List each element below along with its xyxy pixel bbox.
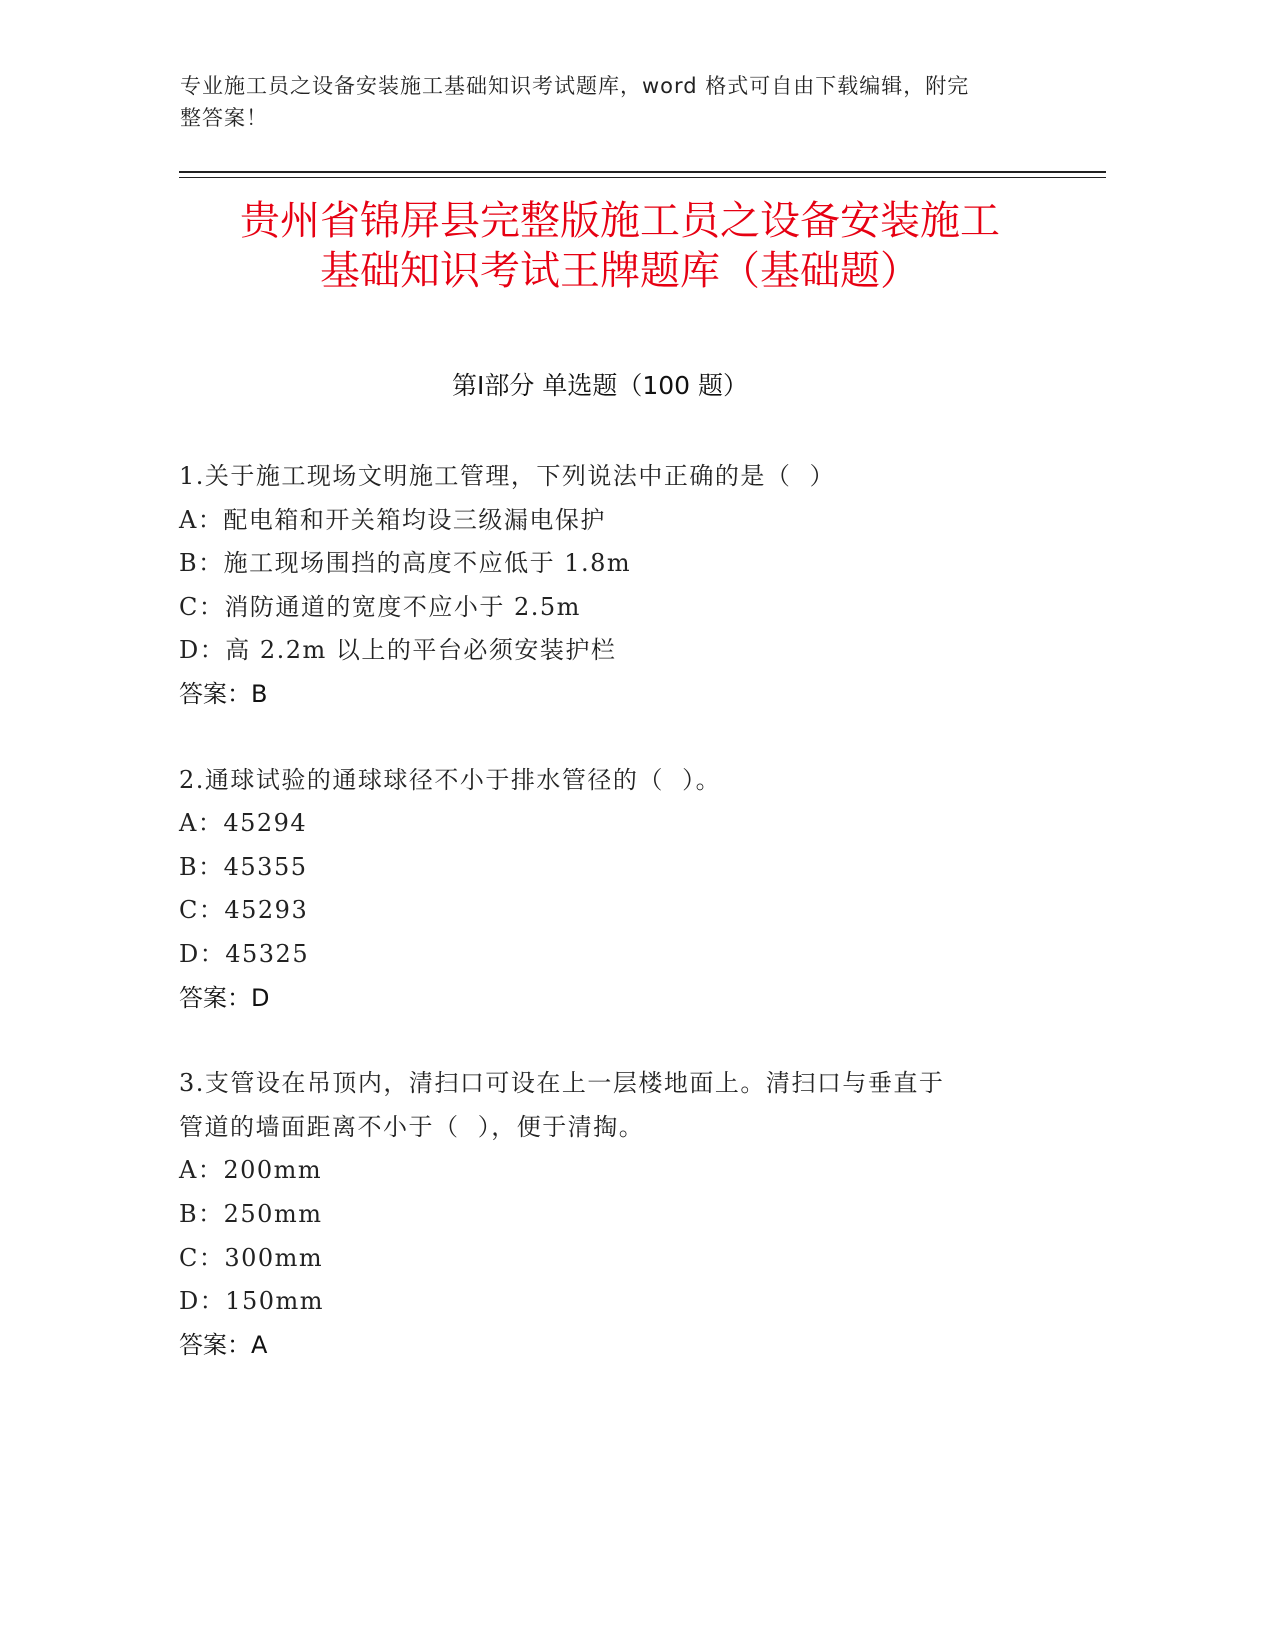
option-b: B：45355 bbox=[179, 852, 308, 881]
option-a: A：配电箱和开关箱均设三级漏电保护 bbox=[179, 505, 606, 534]
option-d: D：高 2.2m 以上的平台必须安装护栏 bbox=[179, 636, 617, 665]
document-title-line-2: 基础知识考试王牌题库（基础题） bbox=[320, 248, 920, 294]
section-title: 第Ⅰ部分 单选题（100 题） bbox=[452, 371, 748, 400]
question-stem: 2.通球试验的通球球径不小于排水管径的（ ）。 bbox=[179, 765, 722, 794]
question-stem-line-2: 管道的墙面距离不小于（ ），便于清掏。 bbox=[179, 1112, 645, 1141]
answer: 答案：B bbox=[179, 679, 268, 708]
question-stem: 1.关于施工现场文明施工管理，下列说法中正确的是（ ） bbox=[179, 462, 836, 490]
option-d: D：45325 bbox=[179, 939, 310, 968]
option-c: C：300mm bbox=[179, 1243, 324, 1272]
answer: 答案：D bbox=[179, 983, 270, 1012]
document-title-line-1: 贵州省锦屏县完整版施工员之设备安装施工 bbox=[240, 198, 1000, 244]
question-2 bbox=[179, 759, 1039, 1021]
option-c: C：45293 bbox=[179, 896, 309, 925]
option-a: A：200mm bbox=[179, 1156, 323, 1185]
question-stem-line-1: 3.支管设在吊顶内，清扫口可设在上一层楼地面上。清扫口与垂直于 bbox=[179, 1069, 945, 1098]
option-a: A：45294 bbox=[179, 809, 308, 838]
answer: 答案：A bbox=[179, 1330, 268, 1359]
header-divider-thick bbox=[179, 171, 1106, 173]
option-d: D：150mm bbox=[179, 1287, 325, 1316]
question-3 bbox=[179, 1062, 1039, 1367]
option-c: C：消防通道的宽度不应小于 2.5m bbox=[179, 592, 581, 621]
header-line-1: 专业施工员之设备安装施工基础知识考试题库，word 格式可自由下载编辑，附完 bbox=[180, 74, 970, 98]
header-line-2: 整答案！ bbox=[180, 106, 268, 130]
option-b: B：施工现场围挡的高度不应低于 1.8m bbox=[179, 549, 632, 578]
question-list bbox=[179, 455, 1039, 1409]
document-title bbox=[140, 196, 1100, 296]
option-b: B：250mm bbox=[179, 1199, 323, 1228]
question-1 bbox=[179, 455, 1039, 717]
header-divider-thin bbox=[179, 177, 1106, 178]
page-header bbox=[180, 70, 1040, 134]
